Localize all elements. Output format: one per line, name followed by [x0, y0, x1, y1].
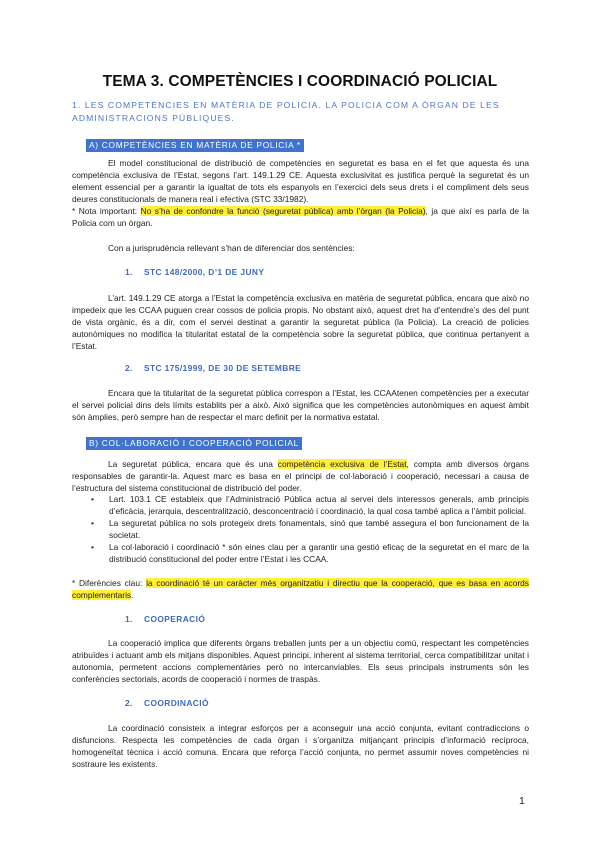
subheading-number: 1.	[125, 267, 133, 277]
paragraph-cooperacio	[72, 637, 529, 685]
section-b-label: B) COL·LABORACIÓ I COOPERACIÓ POLICIAL	[86, 437, 302, 450]
paragraph-highlight: competència exclusiva de l’Estat	[277, 459, 407, 469]
paragraph-text: La cooperació implica que diferents òrgans treballen junts per a un objectiu comú, respectant les competències atribuïdes i actuant amb els mitjans disponibles. Aquest principi, inherent al sistema territorial, cerca compatibilitzar unitat i autonomia, permetent accions complementàries però no intercanviables. Els seus principals instruments són les conferències sectorials, acords de cooperació i normes de traspàs.	[72, 638, 529, 684]
note-suffix: , ja que així es parla de la Policia com un òrgan.	[72, 206, 529, 228]
paragraph-stc-148	[72, 292, 529, 352]
list-item	[91, 541, 529, 565]
paragraph-text: Encara que la titularitat de la seguretat pública correspon a l’Estat, les CCAAtenen competències per a executar el servei policial dins dels límits establits per a això. Això significa que les competències autonòmiques en aquest àmbit són àmplies, però sempre han de respectar el marc definit per la normativa estatal.	[72, 388, 529, 422]
bullet-icon: •	[91, 494, 94, 504]
section-b-heading	[86, 433, 302, 451]
list-item-text: La seguretat pública no sols protegeix drets fonamentals, sinó que també assegura el bon funcionament de la societat.	[109, 518, 529, 540]
document-title: TEMA 3. COMPETÈNCIES I COORDINACIÓ POLICIAL	[102, 73, 498, 90]
paragraph-jurisprudencia	[72, 242, 529, 254]
paragraph-text: L’art. 149.1.29 CE atorga a l’Estat la competència exclusiva en matèria de seguretat pública, encara que això no impedeix que les CCAA puguen crear cossos de policia propis. No obstant això, aquest dret ha d’entendre’s des del punt de vista orgànic, és a dir, com el servei destinat a garantir la seguretat pública (la Policia). La creació de policies autonòmiques no modifica la titularitat estatal de la competència sobre la seguretat pública, que continua pertanyent a l’Estat.	[72, 293, 529, 351]
bullet-list	[91, 493, 529, 565]
list-item-text: Lart. 103.1 CE estableix que l’Administració Pública actua al servei dels interessos generals, amb principis d’eficàcia, jerarquia, descentralització, desconcentració i coordinació, la qual cosa també aplica a l’àmbit policial.	[109, 494, 529, 516]
subheading-label: STC 175/1999, DE 30 DE SETEMBRE	[144, 363, 302, 373]
note-highlight: la coordinació té un caràcter més organitzatiu i directiu que la cooperació, que es basa en acords complementaris	[72, 578, 529, 600]
subheading-label: STC 148/2000, D’1 DE JUNY	[144, 267, 265, 277]
subheading-cooperacio	[125, 614, 205, 624]
paragraph-model-constitucional	[72, 157, 529, 205]
subheading-label: COORDINACIÓ	[144, 698, 209, 708]
subheading-number: 1.	[125, 614, 133, 624]
note-important	[72, 205, 529, 229]
paragraph-stc-175	[72, 387, 529, 423]
subheading-stc-175-1999	[125, 363, 301, 373]
list-item	[91, 493, 529, 517]
subheading-coordinacio	[125, 698, 209, 708]
subheading-number: 2.	[125, 698, 133, 708]
paragraph-text: El model constitucional de distribució de competències en seguretat es basa en el fet que aquesta és una competència exclusiva de l’Estat, segons l’art. 149.1.29 CE. Aquesta exclusivitat es justifica perquè la seguretat és un element essencial per a garantir la igualtat de tots els espanyols en l’exercici dels seus drets i el compliment dels seus deures constitucionals de manera real i efectiva (STC 33/1982).	[72, 158, 529, 204]
page-number: 1	[519, 795, 525, 807]
note-suffix: .	[131, 590, 134, 600]
section-a-label: A) COMPETÈNCIES EN MATÈRIA DE POLICIA *	[86, 139, 304, 152]
note-prefix: * Nota important:	[72, 206, 141, 216]
bullet-icon: •	[91, 542, 94, 552]
paragraph-text: La coordinació consisteix a integrar esforços per a aconseguir una acció conjunta, evitant contradiccions o disfuncions. Respecta les competències de cada òrgan i s’organitza mitjançant principis d’informació recíproca, homogeneïtat tècnica i acció comuna. Encara que reforça l’acció conjunta, no permet assumir noves competències ni sostraure les existents.	[72, 723, 529, 769]
bullet-icon: •	[91, 518, 94, 528]
subheading-label: COOPERACIÓ	[144, 614, 206, 624]
paragraph-suffix: , compta amb diversos òrgans responsables de garantir-la. Aquest marc es basa en el principi de col·laboració i cooperació, necessari a causa de l’estructura del sistema constitucional de distribució del poder.	[72, 459, 529, 493]
section-a-heading	[86, 135, 304, 153]
section-heading-1: 1. LES COMPETÈNCIES EN MATÈRIA DE POLICIA. LA POLICIA COM A ÒRGAN DE LES ADMINISTRACIONS PÚBLIQUES.	[72, 100, 500, 123]
paragraph-seguretat-publica	[72, 458, 529, 494]
subheading-stc-148-2000	[125, 267, 264, 277]
paragraph-text: Con a jurisprudència rellevant s’han de diferenciar dos sentències:	[108, 243, 355, 253]
note-prefix: * Diferències clau:	[72, 578, 147, 588]
subheading-number: 2.	[125, 363, 133, 373]
note-differences	[72, 577, 529, 601]
paragraph-coordinacio	[72, 722, 529, 770]
list-item-text: La col·laboració i coordinació * són eines clau per a garantir una gestió eficaç de la seguretat en el marc de la distribució constitucional del poder entre l’Estat i les CCAA.	[109, 542, 529, 564]
paragraph-prefix: La seguretat pública, encara que és una	[108, 459, 278, 469]
note-highlight: No s’ha de confondre la funció (seguretat pública) amb l’òrgan (la Policia)	[140, 206, 426, 216]
list-item	[91, 517, 529, 541]
